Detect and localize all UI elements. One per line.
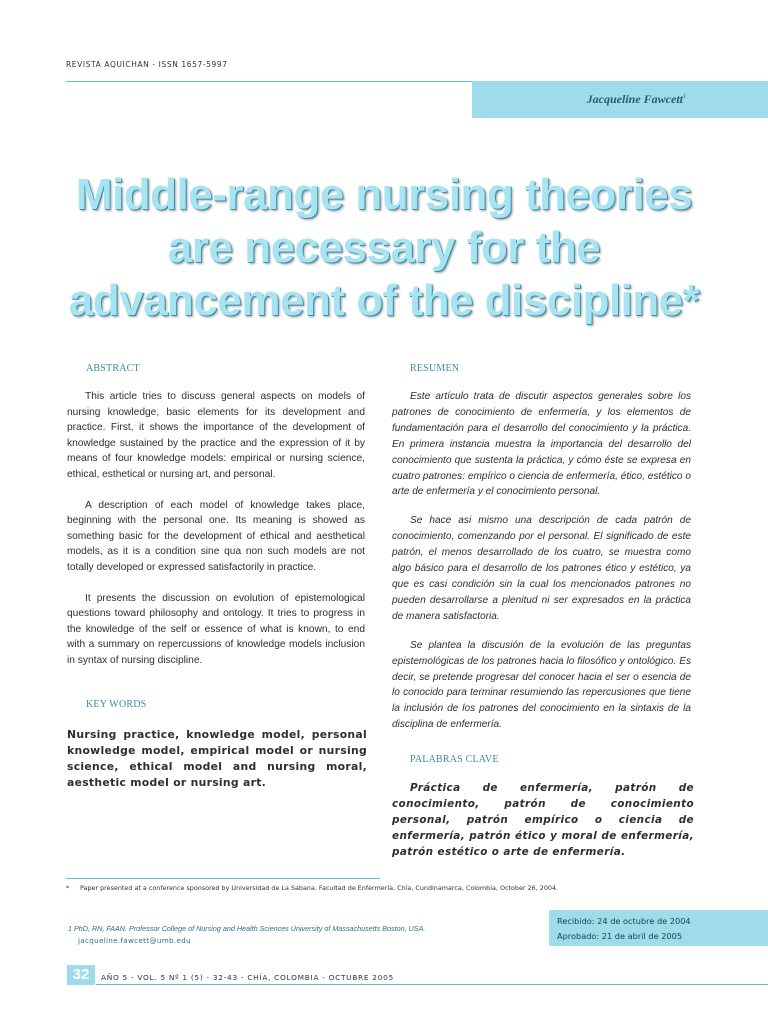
resumen-paragraph: Se plantea la discusión de la evolución de las preguntas epistemológicas de los patrones hacia lo filosófico y ontológico. Es decir, se pretende progresar del conocer hacia el ser o esencia de lo conocido para terminar resumiendo las repercusiones que tiene la inclusión de los patrones del conocimiento en la sintaxis de la disciplina de enfermería. (392, 639, 691, 731)
footnote-rule (66, 878, 380, 879)
footer-rule (96, 984, 768, 985)
palabras-clave-text: Práctica de enfermería, patrón de conocimiento, patrón de conocimiento personal, patrón empírico o ciencia de enfermería, patrón ético y moral de enfermería, patrón estético o arte de enfermería. (392, 782, 694, 858)
author-affiliation: 1 PhD, RN, FAAN. Professor College of Nursing and Health Sciences University of Massachusetts Boston, USA. (68, 924, 426, 933)
keywords-heading: KEY WORDS (86, 699, 147, 710)
palabras-clave-heading: PALABRAS CLAVE (410, 754, 499, 765)
title-line: Middle-range nursing theories (75, 170, 693, 219)
dates-box (549, 910, 768, 946)
author-email[interactable]: jacqueline.fawcett@umb.edu (78, 936, 191, 945)
author-name-text: Jacqueline Fawcett (586, 92, 683, 106)
footnote-text: Paper presented at a conference sponsored by Universidad de La Sabana. Facultad de Enfermería, Chía, Cundinamarca, Colombia, October 26, 2004. (80, 884, 559, 892)
abstract-body (67, 389, 365, 684)
resumen-paragraph: Este artículo trata de discutir aspectos generales sobre los patrones de conocimiento de enfermería, y los elementos de fundamentación para el desarrollo del conocimiento y la práctica. En primera instancia muestra la importancia del desarrollo del conocimiento que sustenta la práctica, y cómo éste se expresa en cuatro patrones: empírico o ciencia de enfermería, ético, estético o arte de enfermería y el conocimiento personal. (392, 391, 691, 498)
article-title (20, 168, 748, 327)
issue-info: AÑO 5 - VOL. 5 Nº 1 (5) - 32-43 - CHÍA, COLOMBIA - OCTUBRE 2005 (101, 973, 394, 982)
abstract-heading: ABSTRACT (86, 363, 140, 374)
received-date: Recibido: 24 de octubre de 2004 (557, 916, 691, 926)
approved-date: Aprobado: 21 de abril de 2005 (557, 931, 683, 941)
author-name (587, 92, 686, 107)
footnote-mark: * (66, 884, 70, 892)
header-rule (66, 81, 472, 82)
footnote (66, 884, 558, 892)
author-box (472, 81, 768, 118)
author-footnote-mark: 1 (683, 94, 686, 100)
resumen-paragraph: Se hace asi mismo una descripción de cada patrón de conocimiento, comenzando por el personal. El significado de este patrón, el menos desarrollado de los cuatro, se muestra como algo básico para el desarrollo de los patrones ético y estético, ya que es casi condición sin la cual los mencionados patrones no pueden desarrollarse a plenitud ni ser expresados en la práctica de manera satisfactoria. (392, 515, 691, 622)
page-number: 32 (67, 965, 95, 985)
title-line: advancement of the discipline* (68, 276, 700, 325)
abstract-paragraph: A description of each model of knowledge takes place, beginning with the personal one. Its meaning is showed as something basic for the development of ethical and aesthetical models, as it is a condition sine qua non such models are not totally developed or expressed satisfactorily in practice. (67, 499, 365, 573)
title-line: are necessary for the (167, 223, 601, 272)
journal-header: REVISTA AQUICHAN - ISSN 1657-5997 (66, 60, 228, 69)
abstract-paragraph: This article tries to discuss general aspects on models of nursing knowledge, basic elements for its development and practice. First, it shows the importance of the development of knowledge sustained by the practice and the expression of it by means of four knowledge models: empirical or nursing science, ethical, esthetical or nursing art, and personal. (67, 391, 365, 480)
abstract-paragraph: It presents the discussion on evolution of epistemological questions toward philosophy and ontology. It tries to progress in the knowledge of the self or essence of what is known, to end with a summary on repercussions of knowledge models inclusion in syntax of nursing discipline. (67, 592, 365, 666)
resumen-body (392, 389, 691, 746)
resumen-heading: RESUMEN (410, 363, 460, 374)
keywords-text: Nursing practice, knowledge model, personal knowledge model, empirical model or nursing science, ethical model and nursing moral, aesthetic model or nursing art. (67, 728, 367, 789)
